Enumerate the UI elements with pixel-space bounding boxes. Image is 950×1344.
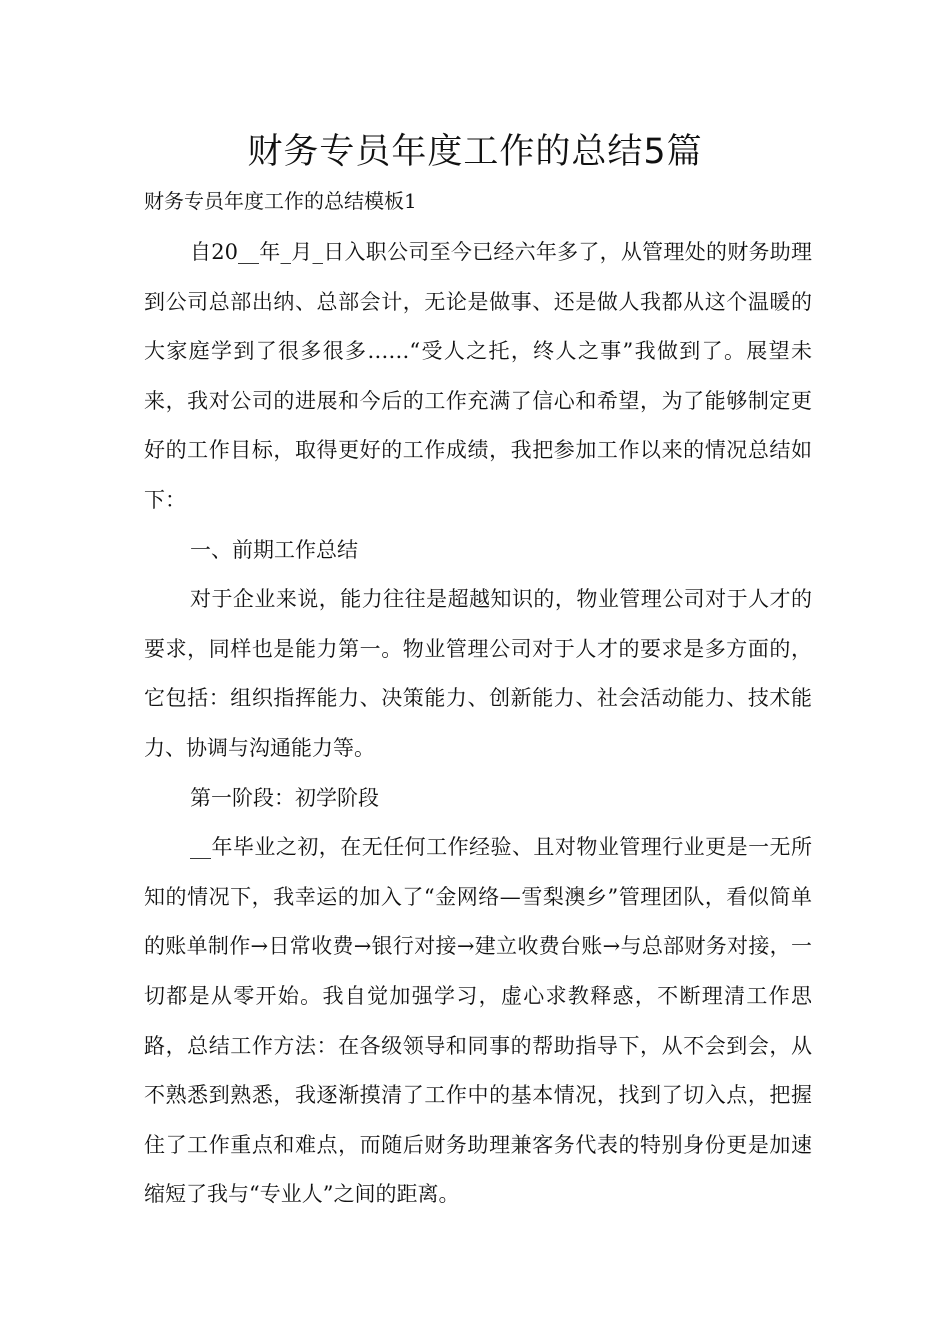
document-body <box>144 228 812 1220</box>
paragraph-ability: 对于企业来说，能力往往是超越知识的，物业管理公司对于人才的要求，同样也是能力第一。物业管理公司对于人才的要求是多方面的，它包括：组织指挥能力、决策能力、创新能力、社会活动能力、技术能力、协调与沟通能力等。 <box>144 587 812 760</box>
document-subtitle: 财务专员年度工作的总结模板1 <box>144 189 417 213</box>
document-title: 财务专员年度工作的总结5篇 <box>247 132 703 172</box>
section-heading-stage-one: 第一阶段：初学阶段 <box>190 785 379 810</box>
paragraph-intro: 自20__年_月_日入职公司至今已经六年多了，从管理处的财务助理到公司总部出纳、总部会计，无论是做事、还是做人我都从这个温暖的大家庭学到了很多很多……“受人之托，终人之事”我做到了。展望未来，我对公司的进展和今后的工作充满了信心和希望，为了能够制定更好的工作目标，取得更好的工作成绩，我把参加工作以来的情况总结如下： <box>144 240 812 512</box>
section-heading-summary: 一、前期工作总结 <box>190 537 358 562</box>
paragraph-stage-one: __年毕业之初，在无任何工作经验、且对物业管理行业更是一无所知的情况下，我幸运的加入了“金网络—雪梨澳乡”管理团队，看似简单的账单制作→日常收费→银行对接→建立收费台账→与总部财务对接，一切都是从零开始。我自觉加强学习，虚心求教释惑，不断理清工作思路，总结工作方法：在各级领导和同事的帮助指导下，从不会到会，从不熟悉到熟悉，我逐渐摸清了工作中的基本情况，找到了切入点，把握住了工作重点和难点，而随后财务助理兼客务代表的特别身份更是加速缩短了我与“专业人”之间的距离。 <box>144 835 812 1207</box>
